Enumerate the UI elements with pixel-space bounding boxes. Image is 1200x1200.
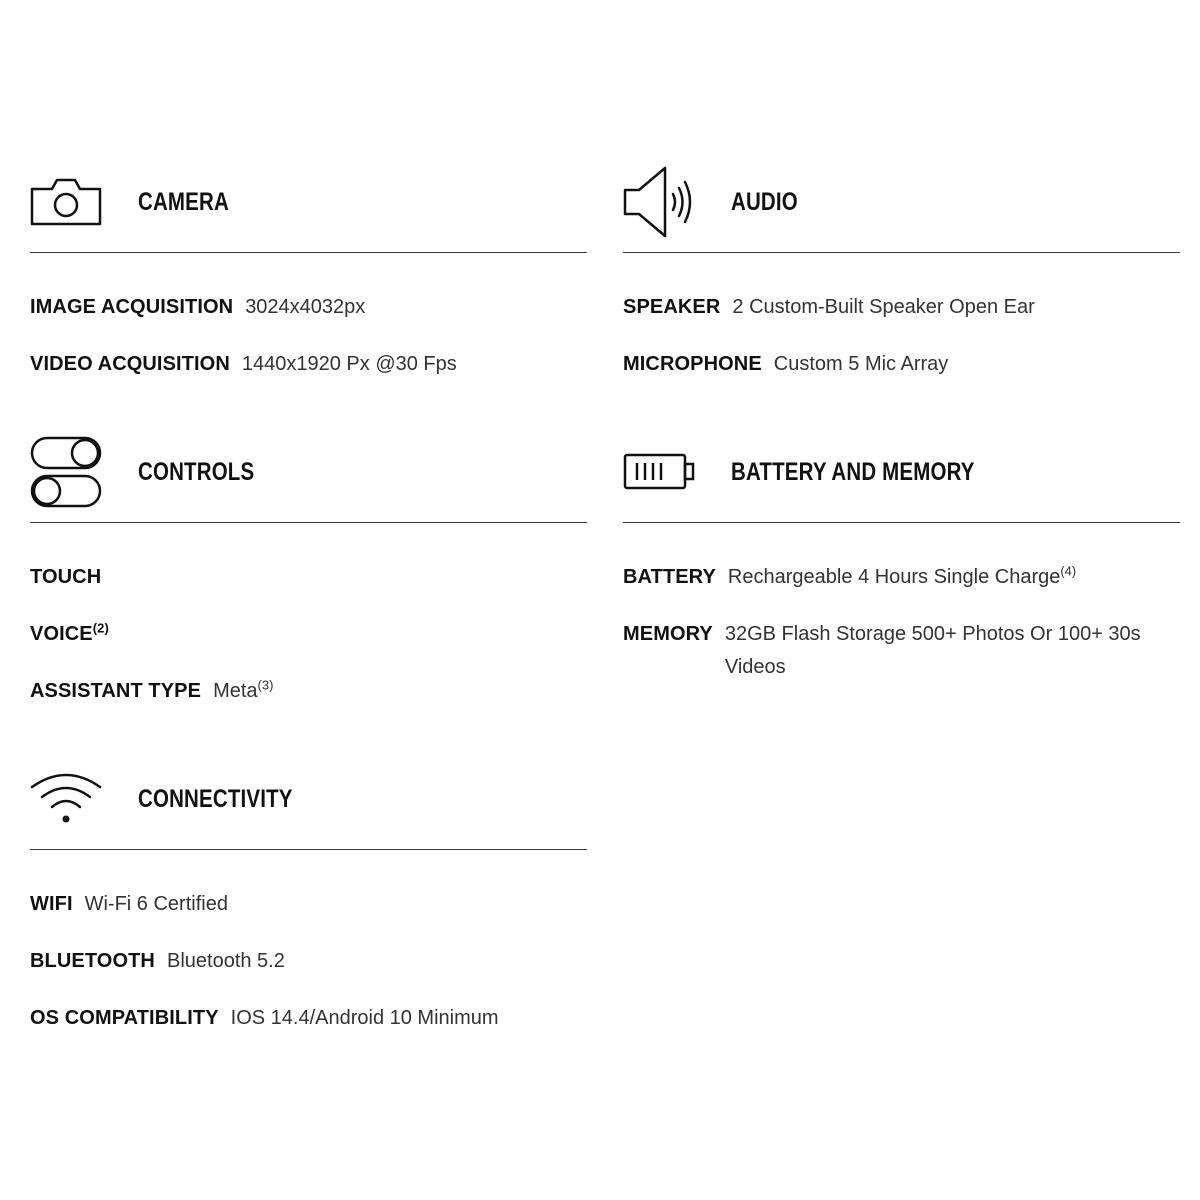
section-title: CONTROLS	[138, 458, 255, 486]
spec-row	[30, 675, 587, 708]
toggle-icon	[30, 422, 102, 522]
battery-section	[623, 422, 1180, 717]
footnote-mark: (3)	[257, 677, 274, 693]
spec-value	[213, 675, 273, 708]
spec-label: BLUETOOTH	[30, 950, 155, 972]
section-title: CONNECTIVITY	[138, 785, 293, 813]
battery-icon	[623, 422, 695, 522]
spec-label: SPEAKER	[623, 296, 721, 318]
spec-label: VIDEO ACQUISITION	[30, 353, 230, 375]
section-title: BATTERY AND MEMORY	[731, 458, 975, 486]
camera-section	[30, 152, 587, 414]
spec-value: 2 Custom-Built Speaker Open Ear	[732, 296, 1035, 318]
spec-row	[30, 291, 587, 324]
spec-list	[623, 523, 1180, 684]
spec-row	[623, 291, 1180, 324]
spec-row	[30, 618, 587, 651]
spec-label: ASSISTANT TYPE	[30, 680, 202, 702]
spec-row	[30, 348, 587, 381]
spec-value: 32GB Flash Storage 500+ Photos Or 100+ 30s Videos	[724, 623, 1141, 678]
controls-header	[30, 422, 587, 523]
spec-list	[30, 850, 587, 1035]
spec-row	[623, 561, 1180, 594]
audio-section	[623, 152, 1180, 414]
spec-label: WIFI	[30, 893, 73, 915]
battery-header	[623, 422, 1180, 523]
wifi-icon	[30, 749, 102, 849]
connectivity-section	[30, 749, 587, 1068]
spec-label: MEMORY	[623, 623, 713, 645]
footnote-mark: (4)	[1060, 563, 1077, 579]
spec-value: Custom 5 Mic Array	[773, 353, 949, 375]
spec-value: 1440x1920 Px @30 Fps	[241, 353, 457, 375]
spec-value-text: Meta	[213, 680, 258, 702]
speaker-icon	[623, 152, 695, 252]
spec-value: IOS 14.4/Android 10 Minimum	[230, 1007, 499, 1029]
spec-label: BATTERY	[623, 566, 716, 588]
spec-row	[623, 348, 1180, 381]
spec-value: Bluetooth 5.2	[166, 950, 285, 972]
camera-icon	[30, 152, 102, 252]
footnote-mark: (2)	[92, 620, 109, 636]
section-title: CAMERA	[138, 188, 229, 216]
spec-value-text: Rechargeable 4 Hours Single Charge	[727, 566, 1061, 588]
section-title: AUDIO	[731, 188, 798, 216]
spec-label: OS COMPATIBILITY	[30, 1007, 219, 1029]
spec-list	[623, 253, 1180, 381]
spec-value: Wi-Fi 6 Certified	[84, 893, 228, 915]
spec-label-text: VOICE	[30, 623, 93, 645]
controls-section	[30, 422, 587, 741]
spec-list	[30, 523, 587, 708]
connectivity-header	[30, 749, 587, 850]
spec-row	[30, 561, 587, 594]
spec-row	[30, 945, 587, 978]
spec-label: TOUCH	[30, 566, 102, 588]
spec-label	[30, 618, 109, 651]
spec-label: MICROPHONE	[623, 353, 762, 375]
spec-value	[728, 561, 1076, 594]
spec-value: 3024x4032px	[245, 296, 366, 318]
camera-header	[30, 152, 587, 253]
spec-list	[30, 253, 587, 381]
spec-row	[30, 888, 587, 921]
audio-header	[623, 152, 1180, 253]
spec-row	[30, 1002, 587, 1035]
spec-row	[623, 618, 1180, 684]
spec-label: IMAGE ACQUISITION	[30, 296, 234, 318]
